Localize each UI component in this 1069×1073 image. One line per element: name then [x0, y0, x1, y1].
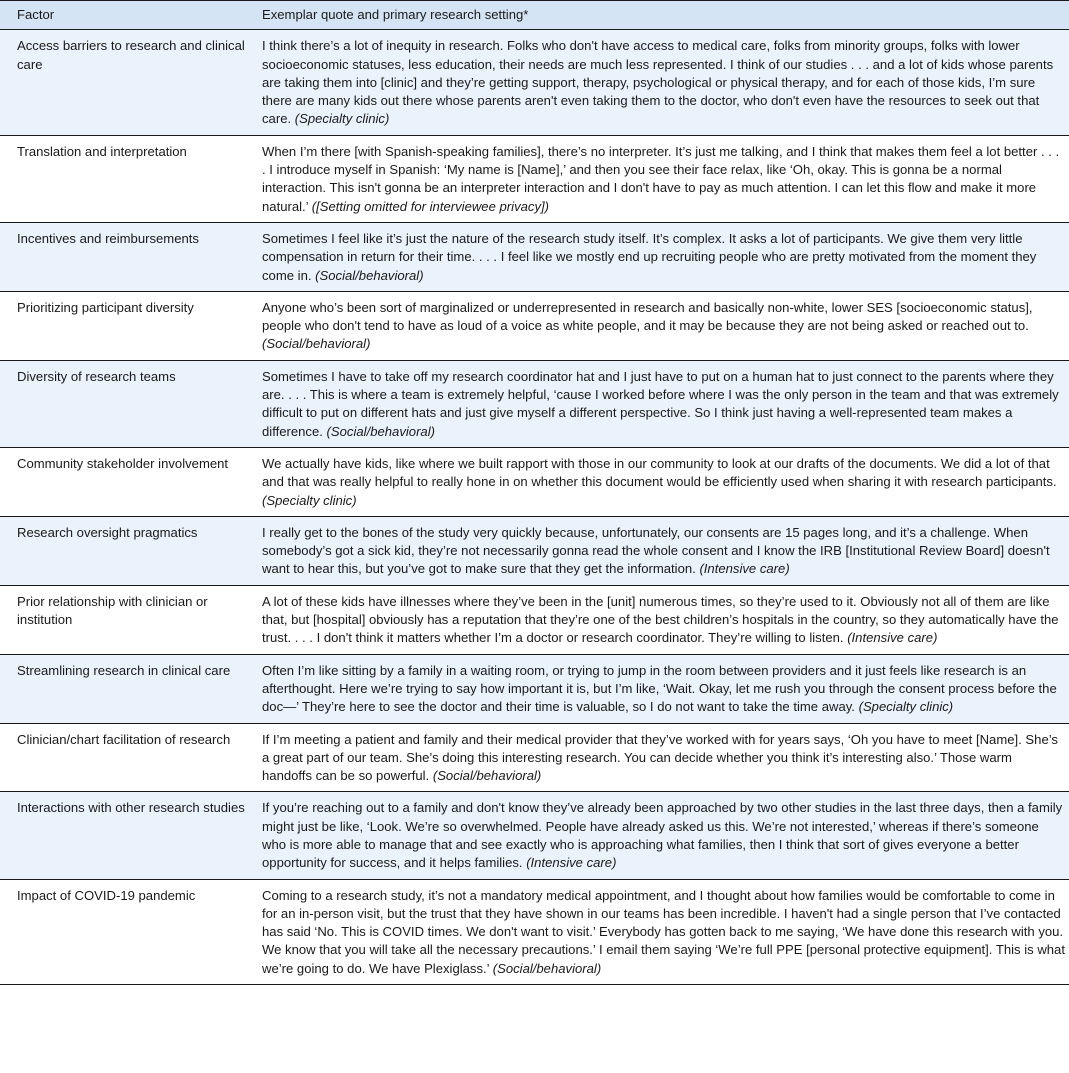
factor-cell: Impact of COVID-19 pandemic — [0, 879, 253, 984]
quote-cell — [253, 792, 1069, 879]
research-setting: (Social/behavioral) — [432, 768, 542, 784]
quote-cell — [253, 447, 1069, 516]
quote-text: Sometimes I feel like it’s just the nature of the research study itself. It’s complex. It asks a lot of participants. We give them very little compensation in return for their time. . . . I feel like we mostly end up recruiting people who are pretty motivated from the moment they come in. — [262, 230, 1037, 283]
quote-cell — [253, 360, 1069, 447]
header-factor: Factor — [0, 1, 253, 30]
quote-text: We actually have kids, like where we built rapport with those in our community to look at our drafts of the documents. We did a lot of that and that was really helpful to really hone in on whether this document would be efficiently used when sharing it with research participants. — [262, 455, 1057, 490]
table-header — [0, 1, 1069, 30]
table-row — [0, 447, 1069, 516]
quote-text: Coming to a research study, it’s not a mandatory medical appointment, and I thought about how families would be comfortable to come in for an in-person visit, but the trust that they have shown in our teams has been incredible. I haven't had a single person that I’ve contacted has said ‘No. This is COVID times. We don't want to visit.’ Everybody has gotten back to me saying, ‘We have done this research with you. We know that you will take all the necessary precautions.’ I email them saying ‘We’re full PPE [personal protective equipment]. This is what we’re going to do. We have Plexiglass.’ — [262, 887, 1065, 976]
factor-cell: Translation and interpretation — [0, 135, 253, 222]
table-row — [0, 30, 1069, 135]
quote-text: A lot of these kids have illnesses where they’ve been in the [unit] numerous times, so they’re used to it. Obviously not all of them are like that, but [hospital] obviously has a reputation that they’re one of the best children’s hospitals in the country, so they automatically have the trust. . . . I don't think it matters whether I’m a doctor or research coordinator. They’re willing to listen. — [262, 593, 1059, 646]
quote-cell — [253, 723, 1069, 792]
quote-text: Often I’m like sitting by a family in a waiting room, or trying to jump in the room between providers and it just feels like research is an afterthought. Here we’re trying to say how important it is, but I’m like, ‘Wait. Okay, let me rush you through the consent process before the doc—’ They’re here to see the doctor and their time is valuable, so I do not want to take the time away. — [262, 662, 1057, 715]
research-setting: (Specialty clinic) — [858, 699, 954, 715]
table-row — [0, 360, 1069, 447]
research-setting: ([Setting omitted for interviewee privacy]) — [311, 198, 549, 214]
quote-text: If I’m meeting a patient and family and their medical provider that they’ve worked with for years says, ‘Oh you have to meet [Name]. She’s a great part of our team. She’s doing this interesting research. You can decide whether you think it’s interesting also.’ Those warm handoffs can be so powerful. — [262, 731, 1058, 784]
table-body — [0, 30, 1069, 985]
quote-cell — [253, 222, 1069, 291]
quote-text: If you’re reaching out to a family and don't know they’ve already been approached by two other studies in the last three days, then a family might just be like, ‘Look. We’re so overwhelmed. People have already asked us this. We’re not interested,’ whereas if there’s someone who is more able to manage that and see exactly who is approaching what families, then I think that sort of gives everyone a better opportunity for success, and it helps families. — [262, 800, 1063, 871]
quote-text: I really get to the bones of the study very quickly because, unfortunately, our consents are 15 pages long, and it’s a challenge. When somebody’s got a sick kid, they’re not necessarily gonna read the whole consent and I know the IRB [Institutional Review Board] doesn't want to hear this, but you’ve got to make sure that they get the information. — [262, 524, 1050, 577]
research-setting: (Intensive care) — [847, 630, 938, 646]
quote-cell — [253, 291, 1069, 360]
quote-text: Sometimes I have to take off my research coordinator hat and I just have to put on a human hat to just connect to the parents where they are. . . . This is where a team is extremely helpful, ‘cause I worked before where I was the only person in the team and that was extremely difficult to put on different hats and just give myself a different perspective. So I think just having a well-represented team makes a difference. — [262, 368, 1059, 439]
quote-text: When I’m there [with Spanish-speaking families], there’s no interpreter. It’s just me talking, and I think that makes them feel a lot better . . . . I introduce myself in Spanish: ‘My name is [Name],’ and then you see their face relax, like ‘Oh, okay. This is gonna be a normal interaction. This isn't gonna be an interpreter interaction and I don't have to pay as much attention. I can let this flow and make it more natural.’ — [262, 143, 1060, 214]
research-setting: (Social/behavioral) — [326, 423, 435, 439]
quote-text: I think there’s a lot of inequity in research. Folks who don't have access to medical care, folks from minority groups, folks with lower socioeconomic statuses, less education, their needs are much less represented. I think of our studies . . . and a lot of kids whose parents are taking them into [clinic] and they’re getting support, therapy, psychological or physical therapy, and for each of those kids, I’m sure there are many kids out there whose parents aren't even taking them to the doctor, who don't even have the resources to seek out that care. — [262, 38, 1054, 127]
quote-cell — [253, 585, 1069, 654]
quote-cell — [253, 516, 1069, 585]
factor-cell: Prioritizing participant diversity — [0, 291, 253, 360]
quote-text: Anyone who’s been sort of marginalized or underrepresented in research and basically non-white, lower SES [socioeconomic status], people who don't tend to have as loud of a voice as white people, and it may be because they are not being asked or reached out to. — [262, 299, 1033, 334]
header-quote: Exemplar quote and primary research setting* — [253, 1, 1069, 30]
research-setting: (Social/behavioral) — [315, 267, 424, 283]
quote-cell — [253, 654, 1069, 723]
factor-cell: Diversity of research teams — [0, 360, 253, 447]
table-row — [0, 654, 1069, 723]
table-row — [0, 879, 1069, 984]
factor-cell: Community stakeholder involvement — [0, 447, 253, 516]
research-setting: (Intensive care) — [526, 855, 617, 871]
factor-cell: Prior relationship with clinician or institution — [0, 585, 253, 654]
table-row — [0, 516, 1069, 585]
table-row — [0, 792, 1069, 879]
header-row — [0, 1, 1069, 30]
quote-cell — [253, 879, 1069, 984]
table-row — [0, 291, 1069, 360]
research-setting: (Specialty clinic) — [262, 492, 357, 508]
research-setting: (Social/behavioral) — [492, 960, 602, 976]
research-setting: (Specialty clinic) — [294, 111, 390, 127]
research-setting: (Intensive care) — [699, 561, 790, 577]
factor-cell: Clinician/chart facilitation of research — [0, 723, 253, 792]
factor-cell: Incentives and reimbursements — [0, 222, 253, 291]
table-row — [0, 585, 1069, 654]
factor-cell: Streamlining research in clinical care — [0, 654, 253, 723]
factor-cell: Interactions with other research studies — [0, 792, 253, 879]
quote-cell — [253, 135, 1069, 222]
table-row — [0, 723, 1069, 792]
research-setting: (Social/behavioral) — [262, 336, 371, 352]
factor-cell: Access barriers to research and clinical care — [0, 30, 253, 135]
quote-cell — [253, 30, 1069, 135]
table-row — [0, 135, 1069, 222]
table-row — [0, 222, 1069, 291]
factor-cell: Research oversight pragmatics — [0, 516, 253, 585]
